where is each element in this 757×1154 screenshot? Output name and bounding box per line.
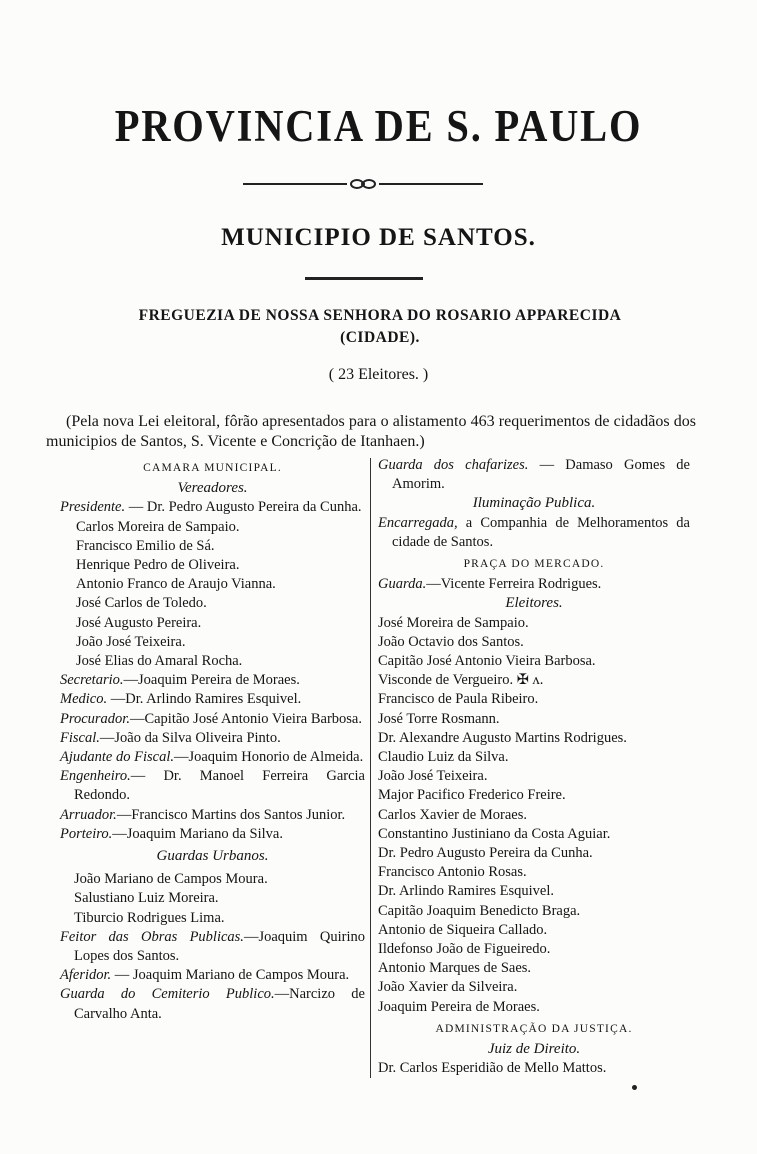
role: Procurador. xyxy=(60,710,130,727)
person: —Joaquim Pereira de Moraes. xyxy=(123,672,300,689)
legal-note: (Pela nova Lei eleitoral, fôrão apresentados para o alistamento 463 requerimentos de cidadãos dos municipios de Santos, S. Vicente e Concrição de Itanhaen.) xyxy=(46,413,696,450)
iluminacao-heading: Iluminação Publica. xyxy=(472,495,596,512)
official-entry xyxy=(60,985,365,1023)
official-entry xyxy=(60,966,365,985)
person: — Dr. Manoel Ferreira Garcia Redondo. xyxy=(74,768,365,804)
eleitor-item: Ildefonso João de Figueiredo. xyxy=(378,941,551,958)
eleitor-item: Dr. Pedro Augusto Pereira da Cunha. xyxy=(378,845,593,862)
freguezia-name: FREGUEZIA DE NOSSA SENHORA DO ROSARIO APPARECIDA xyxy=(138,307,622,324)
person: —Joaquim Honorio de Almeida. xyxy=(173,749,364,766)
vereador-item: Henrique Pedro de Oliveira. xyxy=(76,557,240,574)
ornament-knot-icon xyxy=(347,178,379,190)
eleitor-item: Antonio Marques de Saes. xyxy=(378,960,532,977)
person: —Joaquim Mariano da Silva. xyxy=(112,825,283,842)
person: a Companhia de Melhoramentos da cidade de Santos. xyxy=(392,514,690,550)
role: Feitor das Obras Publicas. xyxy=(60,928,244,945)
guardas-heading: Guardas Urbanos. xyxy=(156,848,269,865)
vereadores-heading: Vereadores. xyxy=(177,480,248,497)
person: — Dr. Pedro Augusto Pereira da Cunha. xyxy=(125,499,362,516)
role: Guarda do Cemiterio Publico. xyxy=(60,986,275,1003)
freguezia-sub: (CIDADE). xyxy=(340,329,420,346)
eleitor-item: Antonio de Siqueira Callado. xyxy=(378,921,548,938)
person: —Narcizo de Carvalho Anta. xyxy=(74,986,365,1022)
eleitor-item: João Xavier da Silveira. xyxy=(378,979,518,996)
guarda-mercado-entry xyxy=(378,575,690,594)
guarda-item: Tiburcio Rodrigues Lima. xyxy=(74,909,225,926)
eleitor-item: Constantino Justiniano da Costa Aguiar. xyxy=(378,825,611,842)
ink-dot xyxy=(632,1085,637,1090)
justica-heading: ADMINISTRAÇÃO DA JUSTIÇA. xyxy=(435,1022,633,1035)
eleitor-item: Dr. Alexandre Augusto Martins Rodrigues. xyxy=(378,729,627,746)
eleitor-item: Joaquim Pereira de Moraes. xyxy=(378,998,540,1015)
official-entry xyxy=(60,825,365,844)
eleitor-item: Claudio Luiz da Silva. xyxy=(378,749,509,766)
eleitor-item: Major Pacifico Frederico Freire. xyxy=(378,787,566,804)
eleitor-item: Francisco Antonio Rosas. xyxy=(378,864,527,881)
vereador-item: Francisco Emilio de Sá. xyxy=(76,537,215,554)
eleitor-item: Capitão Joaquim Benedicto Braga. xyxy=(378,902,581,919)
eleitores-heading: Eleitores. xyxy=(505,595,563,612)
role: Presidente. xyxy=(60,499,126,516)
official-entry xyxy=(60,729,365,748)
role: Porteiro. xyxy=(60,825,113,842)
role: Medico. xyxy=(60,691,108,708)
vereador-item: Carlos Moreira de Sampaio. xyxy=(76,518,240,535)
eleitor-item: José Moreira de Sampaio. xyxy=(378,614,529,631)
official-entry xyxy=(60,748,365,767)
guarda-item: Salustiano Luiz Moreira. xyxy=(74,890,219,907)
camara-heading: CAMARA MUNICIPAL. xyxy=(143,462,282,474)
official-entry xyxy=(60,767,365,805)
eleitor-item: Francisco de Paula Ribeiro. xyxy=(378,691,539,708)
eleitor-item: José Torre Rosmann. xyxy=(378,710,500,727)
role: Arruador. xyxy=(60,806,117,823)
person: —Dr. Arlindo Ramires Esquivel. xyxy=(107,691,302,708)
eleitor-item: Dr. Arlindo Ramires Esquivel. xyxy=(378,883,554,900)
eleitor-item: Capitão José Antonio Vieira Barbosa. xyxy=(378,653,596,670)
municipio-title: MUNICIPIO DE SANTOS. xyxy=(221,224,536,251)
role: Aferidor. xyxy=(60,967,112,984)
column-divider xyxy=(370,458,371,1078)
vereador-item: José Augusto Pereira. xyxy=(76,614,202,631)
role: Fiscal. xyxy=(60,729,100,746)
role: Secretario. xyxy=(60,672,124,689)
official-entry xyxy=(60,928,365,966)
encarregada-entry xyxy=(378,514,690,552)
eleitor-item: Visconde de Vergueiro. ✠ ᴧ. xyxy=(378,672,544,689)
person: —Vicente Ferreira Rodrigues. xyxy=(426,576,602,593)
role: Guarda dos chafarizes. xyxy=(378,457,529,473)
vereador-item: José Carlos de Toledo. xyxy=(76,595,207,612)
presidente-entry xyxy=(60,498,365,517)
juiz-name: Dr. Carlos Esperidião de Mello Mattos. xyxy=(378,1060,607,1077)
official-entry xyxy=(60,671,365,690)
eleitor-item: João José Teixeira. xyxy=(378,768,488,785)
vereador-item: José Elias do Amaral Rocha. xyxy=(76,653,243,670)
official-entry xyxy=(60,690,365,709)
eleitores-count: ( 23 Eleitores. ) xyxy=(328,366,429,383)
person: —Capitão José Antonio Vieira Barbosa. xyxy=(129,710,362,727)
ornament-divider xyxy=(243,178,483,190)
eleitor-item: Carlos Xavier de Moraes. xyxy=(378,806,527,823)
official-entry xyxy=(60,710,365,729)
role: Guarda. xyxy=(378,576,427,593)
guarda-item: João Mariano de Campos Moura. xyxy=(74,871,268,888)
vereador-item: Antonio Franco de Araujo Vianna. xyxy=(76,576,276,593)
role: Encarregada, xyxy=(378,514,458,531)
praca-heading: PRAÇA DO MERCADO. xyxy=(463,558,605,571)
eleitor-item: João Octavio dos Santos. xyxy=(378,633,524,650)
person: — Joaquim Mariano de Campos Moura. xyxy=(111,967,350,984)
freguezia-heading xyxy=(60,305,700,349)
juiz-heading: Juiz de Direito. xyxy=(487,1041,581,1058)
vereador-item: João José Teixeira. xyxy=(76,633,186,650)
page-title: PROVINCIA DE S. PAULO xyxy=(114,101,643,151)
section-rule xyxy=(305,277,423,280)
person: —Joaquim Quirino Lopes dos Santos. xyxy=(74,928,365,965)
person: —João da Silva Oliveira Pinto. xyxy=(99,729,281,746)
role: Ajudante do Fiscal. xyxy=(60,749,174,766)
right-column xyxy=(378,456,690,1079)
person: —Francisco Martins dos Santos Junior. xyxy=(116,806,346,823)
role: Engenheiro. xyxy=(60,768,131,785)
chafarizes-entry xyxy=(378,456,690,494)
official-entry xyxy=(60,806,365,825)
left-column xyxy=(60,456,365,1024)
person: — Damaso Gomes de Amorim. xyxy=(392,457,690,493)
